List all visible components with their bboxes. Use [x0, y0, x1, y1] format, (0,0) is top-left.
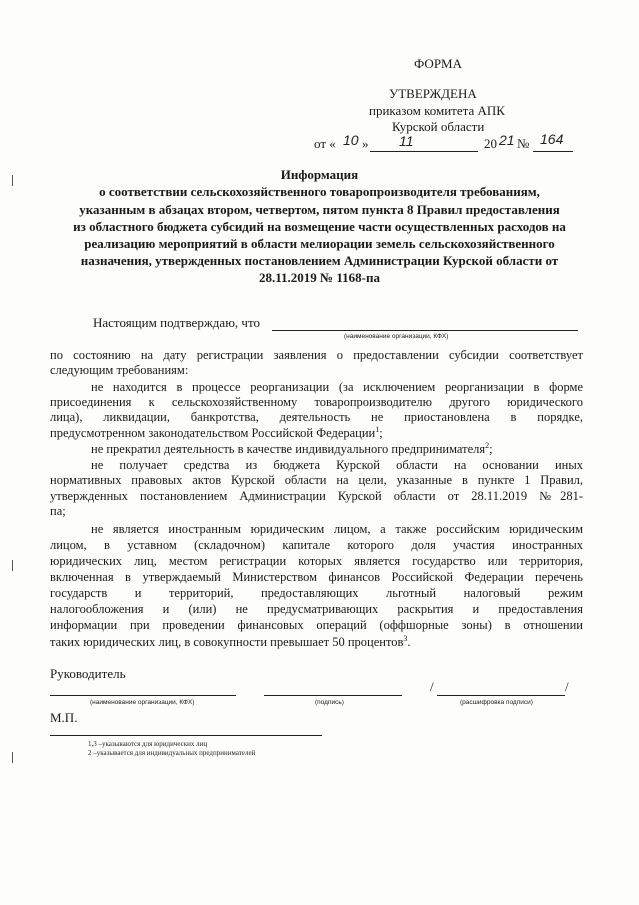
org-name-field[interactable] [272, 330, 578, 331]
body-line: информации при проведении финансовых операций (оффшорные зоны) в отношении [50, 618, 583, 632]
body-line: утвержденных постановлением Администрации Курской области от 28.11.2019 №281- [50, 489, 583, 503]
number-sign: № [517, 136, 530, 151]
body-line: юридических лиц, местом регистрации которых является государство или территория, [50, 554, 583, 568]
sign-decode-field[interactable] [437, 695, 565, 696]
caption-org: (наименование организации, КФХ) [90, 699, 195, 706]
body-line: не прекратил деятельность в качестве индивидуального предпринимателя [91, 442, 486, 457]
margin-mark [12, 560, 15, 571]
footnote-2: 2 –указывается для индивидуальных предпринимателей [88, 749, 256, 757]
footnote-1: 1,3 –указываются для юридических лиц [88, 740, 208, 748]
punct: ; [489, 442, 493, 457]
body-line: лицом, в уставном (складочном) капитале которого доля участия иностранных [50, 538, 583, 552]
body-line: следующим требованиям: [50, 363, 189, 377]
date-month: 11 [399, 133, 414, 149]
date-prefix: от « [314, 136, 336, 151]
stamp-label: М.П. [50, 710, 78, 725]
body-line: налогообложения и (или) не предусматривающих раскрытия и предоставления [50, 602, 583, 616]
title-line: из областного бюджета субсидий на возмещение части осуществленных расходов на [73, 219, 566, 234]
head-label: Руководитель [50, 666, 126, 681]
date-month-underline [370, 151, 478, 152]
title-line: указанным в абзацах втором, четвертом, пятом пункта 8 Правил предоставления [79, 202, 560, 217]
date-day: 10 [343, 132, 359, 148]
title-line: реализацию мероприятий в области мелиорации земель сельскохозяйственного [84, 236, 555, 251]
confirm-intro: Настоящим подтверждаю, что [93, 315, 260, 330]
order-line-2: Курской области [392, 119, 485, 134]
date-mid: » [362, 136, 369, 151]
footnote-ref: 3 [403, 634, 408, 643]
number-value: 164 [540, 131, 564, 147]
margin-mark [12, 752, 15, 763]
body-line: государств и территорий, предоставляющих льготный налоговый режим [50, 586, 583, 600]
title-line: назначения, утвержденных постановлением Администрации Курской области от [80, 253, 559, 268]
body-line: нормативных правовых актов Курской области на цели, указанные в пункте 1 Правил, [50, 473, 583, 487]
body-line: па; [50, 504, 66, 518]
body-line: предусмотренном законодательством Российской Федерации [50, 426, 376, 441]
body-line: включенная в утверждаемый Министерством финансов Российской Федерации перечень [50, 570, 583, 584]
punct: ; [379, 426, 383, 441]
form-label: ФОРМА [414, 56, 462, 71]
approved-label: УТВЕРЖДЕНА [389, 86, 477, 101]
footnote-separator [50, 735, 322, 736]
doc-heading: Информация [280, 167, 359, 182]
footnote-ref: 2 [485, 441, 490, 450]
body-line: не находится в процессе реорганизации (за исключением реорганизации в форме [91, 380, 583, 394]
sign-org-field[interactable] [50, 695, 236, 696]
body-line: лица), ликвидации, банкротства, деятельность не приостановлена в порядке, [50, 410, 583, 424]
title-line: о соответствии сельскохозяйственного товаропроизводителя требованиям, [99, 184, 540, 199]
sign-field[interactable] [264, 695, 402, 696]
punct: . [407, 635, 411, 650]
body-line: таких юридических лиц, в совокупности превышает 50 процентов [50, 635, 404, 650]
number-underline [533, 151, 573, 152]
title-line: 28.11.2019 № 1168-па [259, 270, 380, 285]
slash-right: / [565, 679, 569, 694]
caption-sign: (подпись) [315, 699, 344, 706]
order-line-1: приказом комитета АПК [369, 103, 505, 118]
footnote-ref: 1 [375, 425, 380, 434]
body-line: не получает средства из бюджета Курской области на основании иных [91, 458, 583, 472]
body-line: не является иностранным юридическим лицом, а также российским юридическим [91, 522, 583, 536]
body-line: по состоянию на дату регистрации заявления о предоставлении субсидии соответствует [50, 348, 583, 362]
org-name-caption: (наименование организации, КФХ) [344, 333, 449, 340]
slash-left: / [430, 679, 434, 694]
body-line: присоединения к сельскохозяйственному товаропроизводителю другого юридического [50, 395, 583, 409]
caption-decode: (расшифровка подписи) [460, 699, 533, 706]
date-year-suffix: 21 [499, 132, 515, 148]
date-year-prefix: 20 [484, 136, 497, 151]
